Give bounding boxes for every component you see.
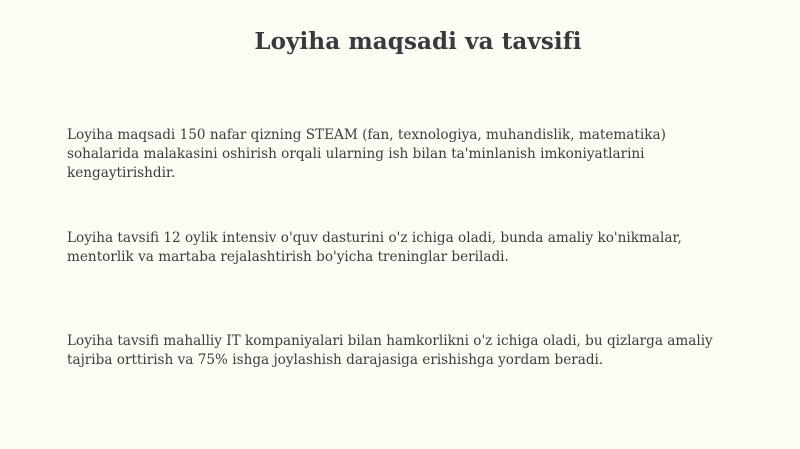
paragraph-line: tajriba orttirish va 75% ishga joylashish darajasiga erishishga yordam beradi. xyxy=(67,352,604,368)
paragraph-line: sohalarida malakasini oshirish orqali ularning ish bilan ta'minlanish imkoniyatlarini xyxy=(67,146,645,162)
paragraph-line: Loyiha tavsifi 12 oylik intensiv o'quv dasturini o'z ichiga oladi, bunda amaliy ko'nikmalar, xyxy=(67,230,682,246)
paragraph-line: mentorlik va martaba rejalashtirish bo'yicha treninglar beriladi. xyxy=(67,249,509,265)
paragraph-partnership xyxy=(67,332,767,370)
paragraph-goal xyxy=(67,126,767,183)
paragraph-line: Loyiha maqsadi 150 nafar qizning STEAM (fan, texnologiya, muhandislik, matematika) xyxy=(67,127,666,143)
paragraph-line: kengaytirishdir. xyxy=(67,165,176,181)
paragraph-program xyxy=(67,229,767,267)
slide-title: Loyiha maqsadi va tavsifi xyxy=(254,28,582,55)
paragraph-line: Loyiha tavsifi mahalliy IT kompaniyalari bilan hamkorlikni o'z ichiga oladi, bu qizlarga amaliy xyxy=(67,333,713,349)
